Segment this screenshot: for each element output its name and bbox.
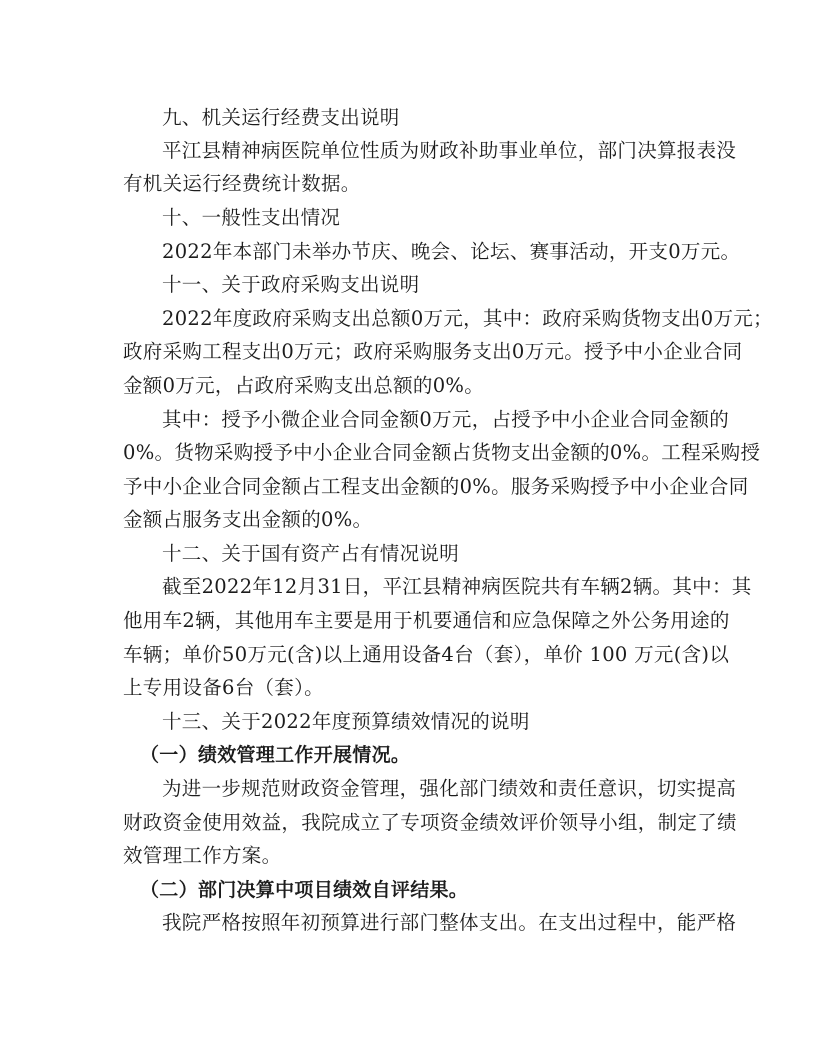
section-11-p2-line-2: 0%。货物采购授予中小企业合同金额占货物支出金额的0%。工程采购授 [123,441,761,464]
section-12-line-2: 他用车2辆，其他用车主要是用于机要通信和应急保障之外公务用途的 [123,609,730,632]
section-13-sub1-line-1: 为进一步规范财政资金管理，强化部门绩效和责任意识，切实提高 [162,777,737,800]
section-13-subheading-2: （二）部门决算中项目绩效自评结果。 [140,879,469,901]
section-13-subheading-1: （一）绩效管理工作开展情况。 [140,744,411,766]
section-12-line-1: 截至2022年12月31日，平江县精神病医院共有车辆2辆。其中：其 [162,575,752,598]
section-11-p1-line-1: 2022年度政府采购支出总额0万元，其中：政府采购货物支出0万元； [162,307,773,330]
section-9-line-1: 平江县精神病医院单位性质为财政补助事业单位，部门决算报表没 [162,139,737,162]
section-10-line-1: 2022年本部门未举办节庆、晚会、论坛、赛事活动，开支0万元。 [162,240,741,263]
section-13-sub2-line-1: 我院严格按照年初预算进行部门整体支出。在支出过程中，能严格 [162,911,737,934]
section-11-p1-line-2: 政府采购工程支出0万元；政府采购服务支出0万元。授予中小企业合同 [123,340,743,363]
section-11-p2-line-4: 金额占服务支出金额的0%。 [123,508,373,531]
section-12-heading: 十二、关于国有资产占有情况说明 [162,542,460,565]
section-12-line-4: 上专用设备6台（套）。 [123,676,324,699]
section-9-line-2: 有机关运行经费统计数据。 [123,172,361,195]
section-13-sub1-line-2: 财政资金使用效益，我院成立了专项资金绩效评价领导小组，制定了绩 [123,811,737,834]
section-13-sub1-line-3: 效管理工作方案。 [123,844,282,867]
section-9-heading: 九、机关运行经费支出说明 [162,106,400,129]
section-11-p2-line-3: 予中小企业合同金额占工程支出金额的0%。服务采购授予中小企业合同 [123,475,749,498]
section-10-heading: 十、一般性支出情况 [162,206,341,229]
section-11-p1-line-3: 金额0万元，占政府采购支出总额的0%。 [123,374,485,397]
section-12-line-3: 车辆；单价50万元(含)以上通用设备4台（套），单价 100 万元(含)以 [123,643,730,666]
section-11-heading: 十一、关于政府采购支出说明 [162,273,420,296]
section-11-p2-line-1: 其中：授予小微企业合同金额0万元，占授予中小企业合同金额的 [162,408,730,431]
section-13-heading: 十三、关于2022年度预算绩效情况的说明 [162,710,530,733]
